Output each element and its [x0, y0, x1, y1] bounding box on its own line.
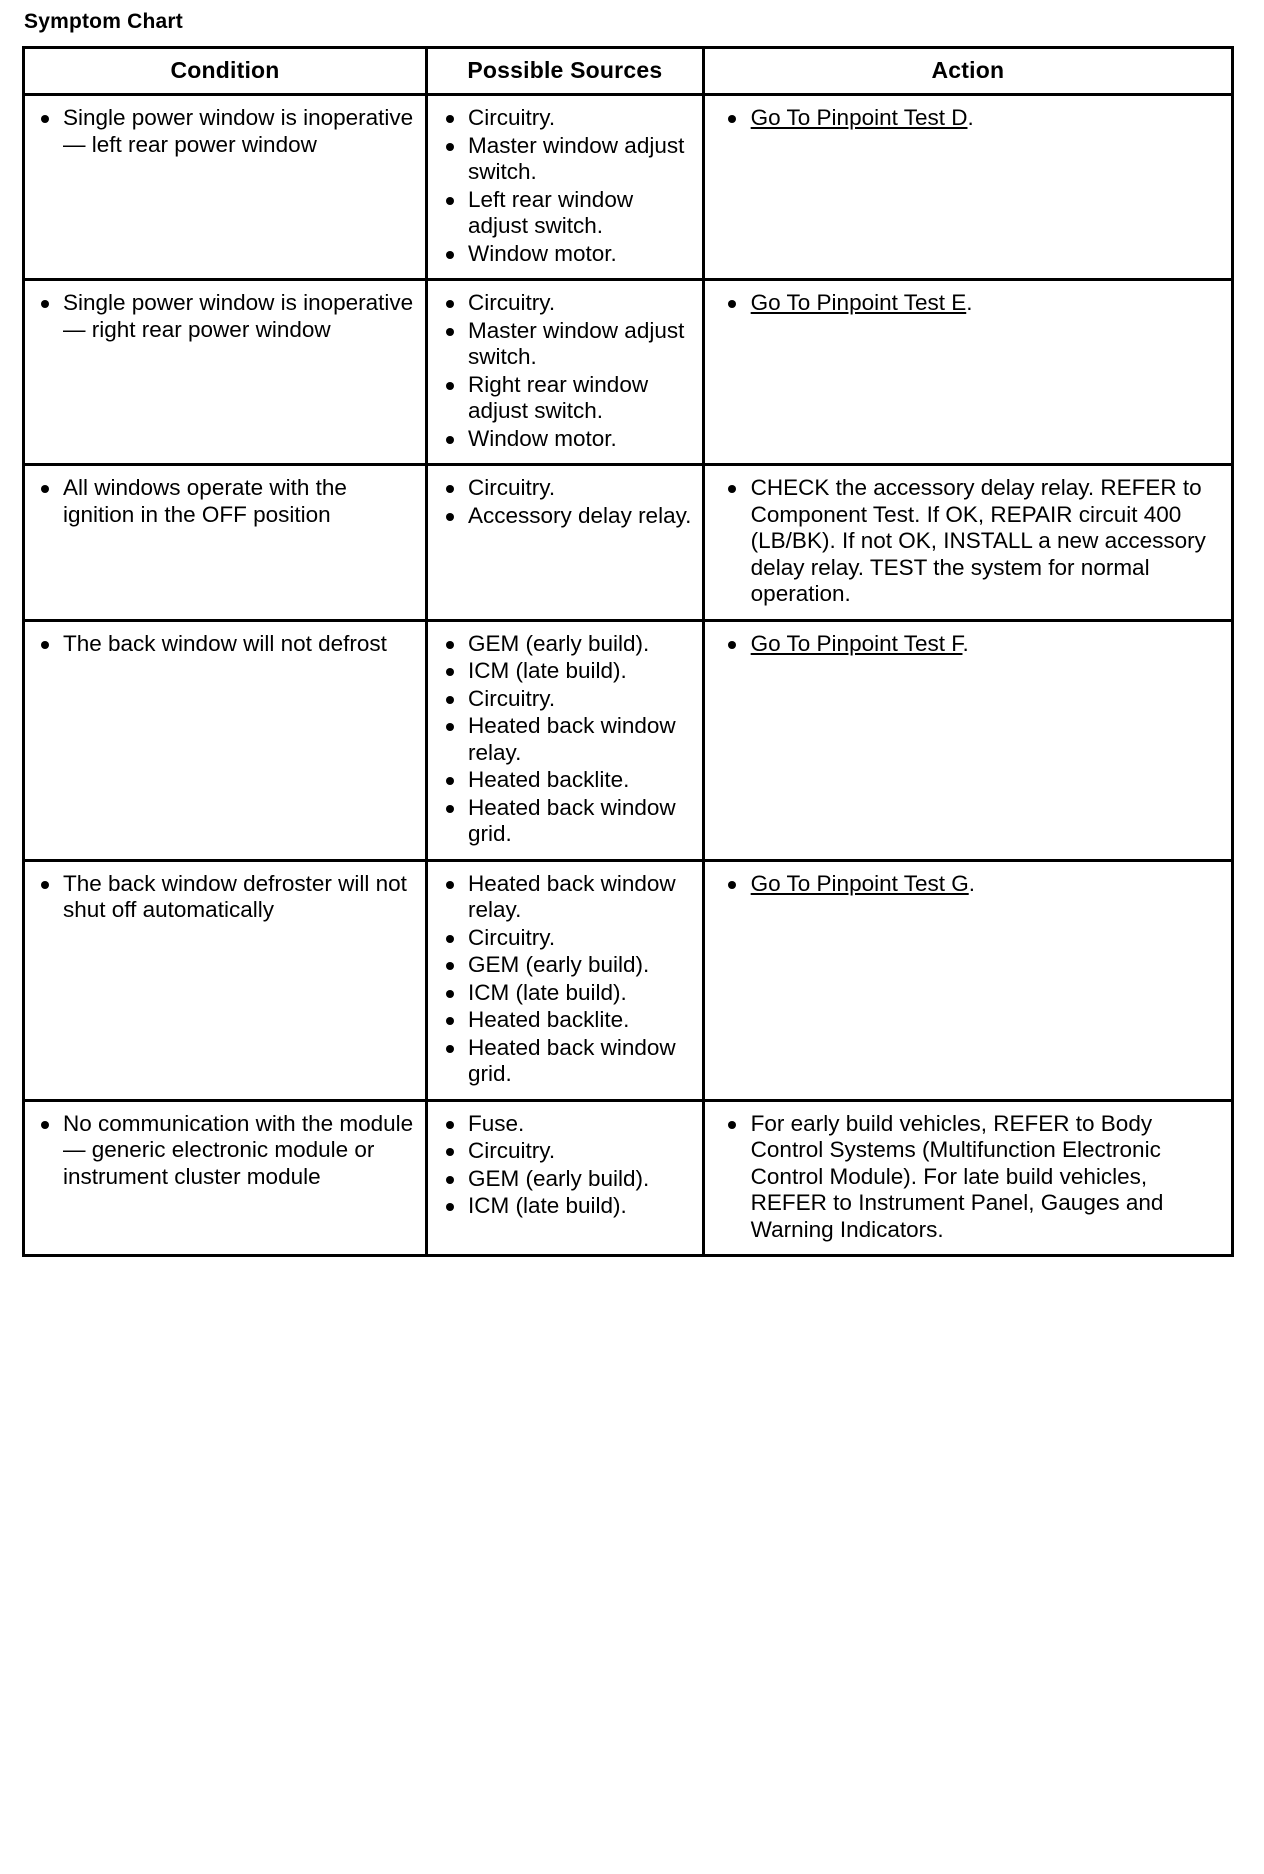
cell-action: [703, 620, 1232, 860]
table-row: [24, 1100, 1233, 1256]
condition-list: [25, 281, 425, 354]
list-item: Accessory delay relay.: [438, 503, 698, 530]
list-item: Heated back window grid.: [438, 1035, 698, 1088]
condition-list: [25, 96, 425, 169]
action-suffix: .: [968, 870, 975, 896]
sources-list: [428, 96, 702, 278]
list-item: The back window will not defrost: [31, 631, 417, 658]
cell-possible-sources: [427, 620, 704, 860]
action-list: [705, 466, 1231, 619]
page-title: Symptom Chart: [24, 10, 183, 33]
cell-action: [703, 280, 1232, 465]
pinpoint-test-link[interactable]: Go To Pinpoint Test G: [750, 870, 969, 896]
table-row: [24, 620, 1233, 860]
cell-possible-sources: [427, 280, 704, 465]
condition-list: [25, 466, 425, 539]
list-item: Right rear window adjust switch.: [438, 372, 698, 425]
action-list: [705, 96, 1231, 143]
list-item: The back window defroster will not shut off automatically: [31, 871, 417, 924]
cell-condition: [24, 620, 427, 860]
condition-list: [25, 862, 425, 935]
list-item: Heated back window grid.: [438, 795, 698, 848]
condition-list: [25, 1102, 425, 1202]
list-item: [719, 105, 1223, 132]
cell-action: [703, 860, 1232, 1100]
symptom-chart-table: [22, 46, 1234, 1257]
condition-list: [25, 622, 425, 669]
list-item: [719, 871, 1223, 898]
list-item: CHECK the accessory delay relay. REFER to Component Test. If OK, REPAIR circuit 400 (LB/BK). If not OK, INSTALL a new accessory delay relay. TEST the system for normal operation.: [719, 475, 1223, 608]
action-suffix: .: [962, 630, 969, 656]
sources-list: [428, 281, 702, 463]
list-item: Circuitry.: [438, 925, 698, 952]
list-item: GEM (early build).: [438, 1166, 698, 1193]
list-item: ICM (late build).: [438, 658, 698, 685]
list-item: Circuitry.: [438, 105, 698, 132]
list-item: Single power window is inoperative — right rear power window: [31, 290, 417, 343]
list-item: Heated back window relay.: [438, 871, 698, 924]
list-item: [719, 290, 1223, 317]
cell-action: [703, 465, 1232, 621]
column-header-possible-sources: Possible Sources: [427, 48, 704, 95]
cell-action: [703, 1100, 1232, 1256]
cell-condition: [24, 465, 427, 621]
list-item: Heated backlite.: [438, 767, 698, 794]
cell-possible-sources: [427, 95, 704, 280]
cell-condition: [24, 1100, 427, 1256]
list-item: No communication with the module — generic electronic module or instrument cluster module: [31, 1111, 417, 1191]
action-suffix: .: [967, 105, 974, 130]
cell-possible-sources: [427, 465, 704, 621]
list-item: GEM (early build).: [438, 952, 698, 979]
cell-condition: [24, 860, 427, 1100]
list-item: For early build vehicles, REFER to Body Control Systems (Multifunction Electronic Control Module). For late build vehicles, REFER to Instrument Panel, Gauges and Warning Indicators.: [719, 1111, 1223, 1244]
list-item: Fuse.: [438, 1111, 698, 1138]
table-row: [24, 280, 1233, 465]
list-item: GEM (early build).: [438, 631, 698, 658]
list-item: Single power window is inoperative — left rear power window: [31, 105, 417, 158]
list-item: Window motor.: [438, 241, 698, 268]
list-item: ICM (late build).: [438, 1193, 698, 1220]
column-header-action: Action: [703, 48, 1232, 95]
list-item: Circuitry.: [438, 475, 698, 502]
table-row: [24, 95, 1233, 280]
cell-condition: [24, 95, 427, 280]
list-item: Window motor.: [438, 426, 698, 453]
sources-list: [428, 466, 702, 540]
sources-list: [428, 1102, 702, 1231]
column-header-condition: Condition: [24, 48, 427, 95]
sources-list: [428, 862, 702, 1099]
list-item: Circuitry.: [438, 290, 698, 317]
list-item: Circuitry.: [438, 1138, 698, 1165]
action-suffix: .: [966, 290, 973, 315]
pinpoint-test-link[interactable]: Go To Pinpoint Test E: [750, 290, 967, 315]
list-item: Left rear window adjust switch.: [438, 187, 698, 240]
list-item: Heated backlite.: [438, 1007, 698, 1034]
action-list: [705, 622, 1231, 669]
action-list: [705, 862, 1231, 909]
pinpoint-test-link[interactable]: Go To Pinpoint Test F: [750, 630, 963, 656]
action-list: [705, 1102, 1231, 1255]
list-item: [719, 631, 1223, 658]
cell-condition: [24, 280, 427, 465]
list-item: Heated back window relay.: [438, 713, 698, 766]
sources-list: [428, 622, 702, 859]
cell-action: [703, 95, 1232, 280]
table-row: [24, 465, 1233, 621]
table-header-row: [24, 48, 1233, 95]
cell-possible-sources: [427, 860, 704, 1100]
cell-possible-sources: [427, 1100, 704, 1256]
list-item: ICM (late build).: [438, 980, 698, 1007]
action-list: [705, 281, 1231, 328]
table-row: [24, 860, 1233, 1100]
list-item: Circuitry.: [438, 686, 698, 713]
list-item: Master window adjust switch.: [438, 318, 698, 371]
list-item: Master window adjust switch.: [438, 133, 698, 186]
list-item: All windows operate with the ignition in the OFF position: [31, 475, 417, 528]
pinpoint-test-link[interactable]: Go To Pinpoint Test D: [750, 105, 968, 130]
